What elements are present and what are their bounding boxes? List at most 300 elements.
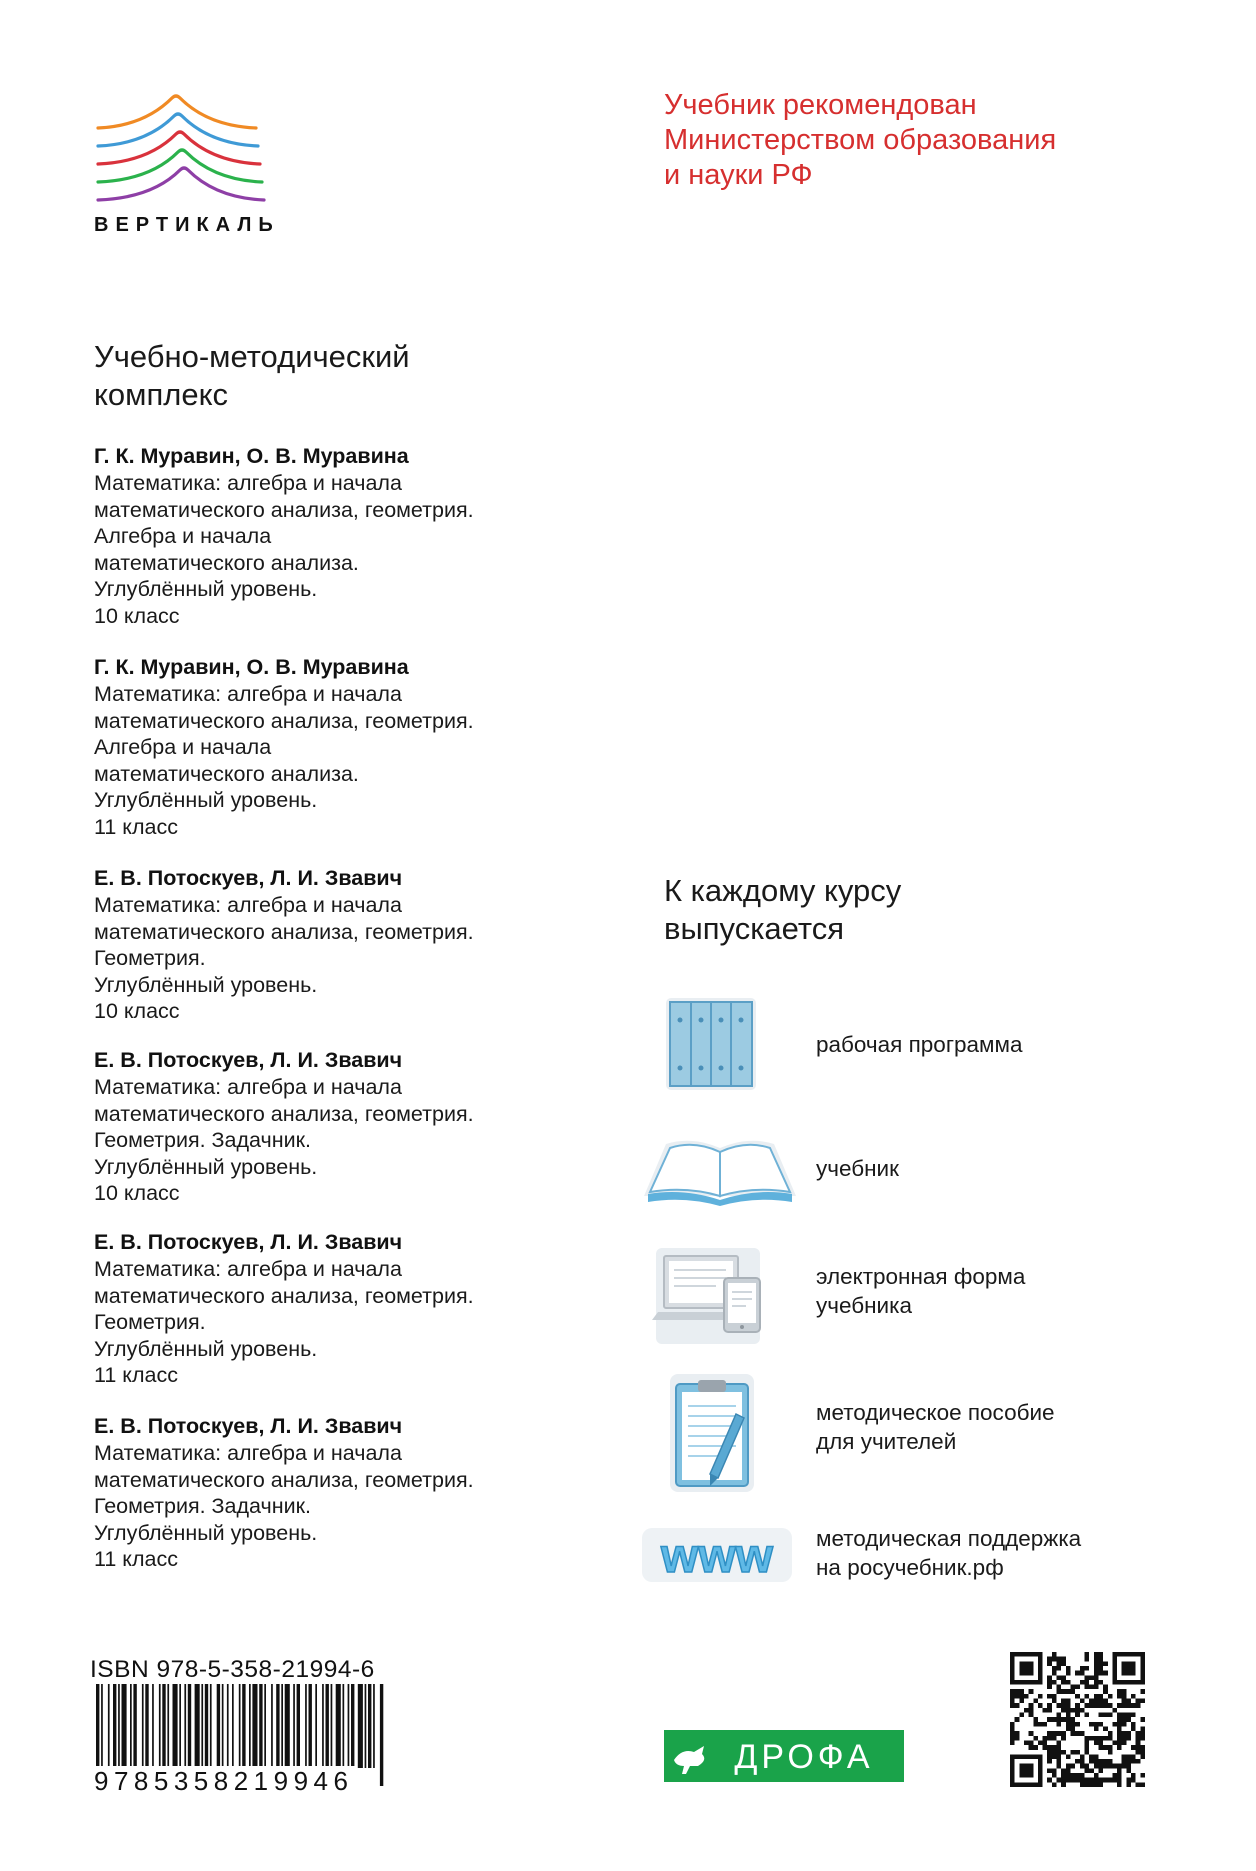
qr-module xyxy=(1019,1713,1024,1718)
qr-module xyxy=(1061,1768,1066,1773)
qr-module xyxy=(1075,1671,1080,1676)
qr-module xyxy=(1098,1764,1103,1769)
qr-module xyxy=(1112,1666,1117,1671)
qr-module xyxy=(1098,1722,1103,1727)
qr-module xyxy=(1066,1768,1071,1773)
resource-label-line: методическое пособие xyxy=(816,1400,1055,1425)
qr-module xyxy=(1052,1773,1057,1778)
qr-module xyxy=(1122,1740,1127,1745)
qr-module xyxy=(1094,1675,1099,1680)
qr-module xyxy=(1103,1745,1108,1750)
qr-module xyxy=(1029,1731,1034,1736)
qr-module xyxy=(1140,1689,1145,1694)
qr-module xyxy=(1117,1782,1122,1787)
qr-module xyxy=(1094,1782,1099,1787)
qr-module xyxy=(1131,1726,1136,1731)
qr-module xyxy=(1047,1708,1052,1713)
qr-module xyxy=(1029,1661,1034,1666)
qr-module xyxy=(1057,1722,1062,1727)
qr-module xyxy=(1112,1708,1117,1713)
qr-module xyxy=(1066,1666,1071,1671)
qr-module xyxy=(1122,1736,1127,1741)
qr-module xyxy=(1010,1768,1015,1773)
qr-module xyxy=(1010,1722,1015,1727)
qr-module xyxy=(1015,1736,1020,1741)
qr-module xyxy=(1131,1759,1136,1764)
qr-module xyxy=(1038,1764,1043,1769)
qr-module xyxy=(1029,1773,1034,1778)
barcode-bar xyxy=(259,1684,262,1768)
book-list xyxy=(94,442,614,1573)
book-line: математического анализа, геометрия. xyxy=(94,1101,474,1126)
barcode-bar xyxy=(242,1684,245,1768)
qr-module xyxy=(1010,1694,1015,1699)
qr-module xyxy=(1010,1754,1015,1759)
qr-module xyxy=(1131,1713,1136,1718)
book-line: математического анализа, геометрия. xyxy=(94,919,474,944)
qr-module xyxy=(1140,1736,1145,1741)
qr-module xyxy=(1103,1726,1108,1731)
qr-module xyxy=(1098,1680,1103,1685)
book-line: математического анализа. xyxy=(94,550,359,575)
qr-module xyxy=(1057,1740,1062,1745)
qr-module xyxy=(1126,1754,1131,1759)
umk-title-line: комплекс xyxy=(94,377,228,412)
qr-module xyxy=(1117,1726,1122,1731)
qr-module xyxy=(1015,1694,1020,1699)
qr-module xyxy=(1029,1764,1034,1769)
barcode-bar xyxy=(145,1684,148,1768)
qr-module xyxy=(1126,1768,1131,1773)
book-line: Математика: алгебра и начала xyxy=(94,893,402,917)
book-line: математического анализа. xyxy=(94,761,359,786)
open-book-icon xyxy=(640,1130,800,1210)
qr-module xyxy=(1122,1699,1127,1704)
qr-module xyxy=(1131,1778,1136,1783)
barcode-bar xyxy=(122,1684,127,1768)
qr-module xyxy=(1038,1666,1043,1671)
qr-module xyxy=(1038,1652,1043,1657)
book-line: Углублённый уровень. xyxy=(94,1154,318,1179)
qr-module xyxy=(1089,1778,1094,1783)
qr-module xyxy=(1084,1694,1089,1699)
qr-module xyxy=(1084,1764,1089,1769)
barcode-bar xyxy=(239,1684,241,1768)
qr-module xyxy=(1140,1671,1145,1676)
qr-module xyxy=(1084,1680,1089,1685)
qr-module xyxy=(1010,1671,1015,1676)
qr-module xyxy=(1117,1722,1122,1727)
qr-module xyxy=(1010,1731,1015,1736)
qr-module xyxy=(1029,1708,1034,1713)
qr-module xyxy=(1029,1745,1034,1750)
recommendation-line: Учебник рекомендован xyxy=(664,89,977,121)
qr-module xyxy=(1126,1736,1131,1741)
barcode-bar xyxy=(249,1684,251,1768)
qr-module xyxy=(1136,1740,1141,1745)
qr-module xyxy=(1098,1657,1103,1662)
book-line: 11 класс xyxy=(94,814,178,839)
qr-module xyxy=(1112,1671,1117,1676)
qr-module xyxy=(1094,1652,1099,1657)
qr-module xyxy=(1140,1680,1145,1685)
book-entry xyxy=(94,864,614,1046)
qr-module xyxy=(1038,1773,1043,1778)
qr-module xyxy=(1098,1768,1103,1773)
qr-module xyxy=(1075,1713,1080,1718)
qr-module xyxy=(1052,1680,1057,1685)
qr-module xyxy=(1024,1671,1029,1676)
book-line: Математика: алгебра и начала xyxy=(94,471,402,495)
qr-module xyxy=(1122,1694,1127,1699)
qr-module xyxy=(1103,1685,1108,1690)
barcode-bar xyxy=(348,1684,350,1768)
barcode-bar xyxy=(368,1684,371,1768)
resource-label-line: учебника xyxy=(816,1293,912,1318)
book-line: Геометрия. Задачник. xyxy=(94,1128,311,1152)
book-authors: Г. К. Муравин, О. В. Муравина xyxy=(94,444,409,468)
qr-module xyxy=(1033,1652,1038,1657)
qr-module xyxy=(1140,1652,1145,1657)
qr-module xyxy=(1089,1782,1094,1787)
qr-module xyxy=(1075,1731,1080,1736)
qr-module xyxy=(1117,1731,1122,1736)
book-line: Углублённый уровень. xyxy=(94,577,318,601)
qr-module xyxy=(1098,1703,1103,1708)
resource-label-line: для учителей xyxy=(816,1429,957,1454)
qr-module xyxy=(1131,1745,1136,1750)
qr-module xyxy=(1131,1652,1136,1657)
qr-module xyxy=(1136,1782,1141,1787)
qr-module xyxy=(1057,1657,1062,1662)
qr-module xyxy=(1103,1736,1108,1741)
qr-module xyxy=(1131,1694,1136,1699)
barcode-bar xyxy=(184,1684,186,1768)
qr-module xyxy=(1103,1703,1108,1708)
qr-module xyxy=(1089,1703,1094,1708)
qr-module xyxy=(1038,1703,1043,1708)
qr-module xyxy=(1043,1722,1048,1727)
qr-module xyxy=(1029,1713,1034,1718)
qr-module xyxy=(1066,1764,1071,1769)
qr-module xyxy=(1038,1657,1043,1662)
qr-module xyxy=(1015,1689,1020,1694)
barcode-bar xyxy=(167,1684,169,1768)
qr-module xyxy=(1015,1782,1020,1787)
qr-module xyxy=(1038,1782,1043,1787)
qr-module xyxy=(1084,1782,1089,1787)
qr-module xyxy=(1084,1703,1089,1708)
barcode-bar xyxy=(365,1684,367,1768)
qr-module xyxy=(1094,1680,1099,1685)
qr-module xyxy=(1057,1754,1062,1759)
qr-module xyxy=(1057,1713,1062,1718)
qr-module xyxy=(1089,1754,1094,1759)
qr-module xyxy=(1103,1699,1108,1704)
qr-module xyxy=(1080,1731,1085,1736)
qr-module xyxy=(1019,1661,1024,1666)
qr-module xyxy=(1010,1661,1015,1666)
qr-module xyxy=(1136,1750,1141,1755)
qr-module xyxy=(1080,1666,1085,1671)
barcode-bar xyxy=(201,1684,203,1768)
qr-module xyxy=(1047,1745,1052,1750)
qr-module xyxy=(1117,1689,1122,1694)
qr-module xyxy=(1122,1666,1127,1671)
barcode-bar xyxy=(252,1684,257,1768)
barcode-bar xyxy=(351,1684,354,1768)
qr-module xyxy=(1117,1713,1122,1718)
qr-module xyxy=(1098,1694,1103,1699)
qr-module xyxy=(1010,1778,1015,1783)
qr-module xyxy=(1052,1768,1057,1773)
qr-module xyxy=(1112,1722,1117,1727)
qr-module xyxy=(1075,1708,1080,1713)
qr-module xyxy=(1052,1750,1057,1755)
qr-module xyxy=(1024,1782,1029,1787)
qr-module xyxy=(1061,1773,1066,1778)
qr-module xyxy=(1080,1782,1085,1787)
qr-module xyxy=(1122,1671,1127,1676)
barcode-bar xyxy=(188,1684,191,1768)
qr-module xyxy=(1089,1759,1094,1764)
qr-module xyxy=(1080,1759,1085,1764)
qr-module xyxy=(1108,1750,1113,1755)
qr-module xyxy=(1094,1722,1099,1727)
book-line: Математика: алгебра и начала xyxy=(94,682,402,706)
qr-module xyxy=(1094,1671,1099,1676)
qr-module xyxy=(1019,1680,1024,1685)
qr-module xyxy=(1140,1726,1145,1731)
qr-module xyxy=(1015,1652,1020,1657)
qr-module xyxy=(1024,1754,1029,1759)
qr-module xyxy=(1024,1768,1029,1773)
qr-module xyxy=(1075,1703,1080,1708)
www-icon xyxy=(640,1520,800,1590)
barcode-bar xyxy=(217,1684,220,1768)
qr-module xyxy=(1089,1722,1094,1727)
qr-module xyxy=(1117,1652,1122,1657)
qr-module xyxy=(1131,1666,1136,1671)
barcode-bar xyxy=(118,1684,120,1768)
barcode-bar xyxy=(285,1684,290,1768)
recommendation-line: Министерством образования xyxy=(664,124,1057,156)
qr-module xyxy=(1075,1694,1080,1699)
qr-module xyxy=(1117,1773,1122,1778)
qr-module xyxy=(1071,1708,1076,1713)
qr-module xyxy=(1047,1750,1052,1755)
qr-module xyxy=(1098,1666,1103,1671)
qr-module xyxy=(1057,1685,1062,1690)
qr-module xyxy=(1066,1680,1071,1685)
qr-module xyxy=(1103,1671,1108,1676)
qr-module xyxy=(1061,1750,1066,1755)
qr-module xyxy=(1136,1699,1141,1704)
qr-module xyxy=(1047,1754,1052,1759)
qr-module xyxy=(1024,1694,1029,1699)
qr-module xyxy=(1108,1778,1113,1783)
qr-module xyxy=(1057,1703,1062,1708)
qr-module xyxy=(1098,1745,1103,1750)
qr-module xyxy=(1071,1773,1076,1778)
qr-module xyxy=(1061,1782,1066,1787)
qr-module xyxy=(1057,1764,1062,1769)
qr-module xyxy=(1122,1652,1127,1657)
barcode-bar xyxy=(336,1684,341,1768)
qr-module xyxy=(1098,1652,1103,1657)
qr-module xyxy=(1140,1782,1145,1787)
qr-module xyxy=(1094,1778,1099,1783)
qr-module xyxy=(1080,1680,1085,1685)
qr-module xyxy=(1061,1661,1066,1666)
qr-module xyxy=(1029,1703,1034,1708)
qr-module xyxy=(1010,1699,1015,1704)
qr-module xyxy=(1136,1736,1141,1741)
qr-module xyxy=(1094,1759,1099,1764)
qr-module xyxy=(1084,1675,1089,1680)
qr-module xyxy=(1057,1745,1062,1750)
qr-module xyxy=(1122,1689,1127,1694)
qr-module xyxy=(1052,1666,1057,1671)
qr-module xyxy=(1126,1782,1131,1787)
qr-module xyxy=(1066,1703,1071,1708)
qr-module xyxy=(1024,1708,1029,1713)
qr-module xyxy=(1140,1754,1145,1759)
qr-module xyxy=(1117,1717,1122,1722)
qr-module xyxy=(1140,1750,1145,1755)
qr-module xyxy=(1103,1713,1108,1718)
book-entry xyxy=(94,653,614,864)
qr-module xyxy=(1019,1764,1024,1769)
qr-module xyxy=(1038,1740,1043,1745)
qr-module xyxy=(1052,1782,1057,1787)
recommendation-text xyxy=(664,88,1184,193)
qr-module xyxy=(1126,1666,1131,1671)
resource-label xyxy=(816,1154,899,1183)
qr-module xyxy=(1043,1740,1048,1745)
qr-module xyxy=(1066,1722,1071,1727)
resource-label xyxy=(816,1524,1081,1582)
qr-module xyxy=(1122,1680,1127,1685)
qr-module xyxy=(1098,1736,1103,1741)
qr-module xyxy=(1122,1703,1127,1708)
qr-module xyxy=(1057,1759,1062,1764)
qr-module xyxy=(1117,1764,1122,1769)
qr-module xyxy=(1075,1759,1080,1764)
book-line: Математика: алгебра и начала xyxy=(94,1441,402,1465)
qr-module xyxy=(1089,1736,1094,1741)
resource-label-line: рабочая программа xyxy=(816,1032,1023,1057)
qr-module xyxy=(1052,1699,1057,1704)
qr-module xyxy=(1010,1726,1015,1731)
qr-module xyxy=(1075,1685,1080,1690)
book-entry xyxy=(94,1046,614,1228)
qr-module xyxy=(1108,1736,1113,1741)
qr-module xyxy=(1131,1773,1136,1778)
qr-module xyxy=(1126,1680,1131,1685)
book-entry xyxy=(94,1412,614,1573)
qr-module xyxy=(1057,1661,1062,1666)
qr-module xyxy=(1094,1666,1099,1671)
qr-module xyxy=(1038,1694,1043,1699)
book-line: Углублённый уровень. xyxy=(94,972,318,997)
qr-module xyxy=(1094,1764,1099,1769)
barcode-bar xyxy=(276,1684,279,1768)
qr-module xyxy=(1108,1703,1113,1708)
qr-module xyxy=(1084,1778,1089,1783)
qr-module xyxy=(1103,1661,1108,1666)
book-line: 10 класс xyxy=(94,603,180,628)
qr-module xyxy=(1094,1661,1099,1666)
qr-module xyxy=(1052,1736,1057,1741)
qr-module xyxy=(1080,1699,1085,1704)
qr-module xyxy=(1066,1689,1071,1694)
qr-module xyxy=(1015,1680,1020,1685)
book-authors: Е. В. Потоскуев, Л. И. Звавич xyxy=(94,1414,403,1438)
qr-module xyxy=(1131,1671,1136,1676)
qr-module xyxy=(1084,1750,1089,1755)
logo-arc-green xyxy=(98,150,262,182)
qr-module xyxy=(1043,1745,1048,1750)
qr-module xyxy=(1033,1717,1038,1722)
qr-module xyxy=(1131,1661,1136,1666)
qr-module xyxy=(1066,1754,1071,1759)
qr-module xyxy=(1038,1675,1043,1680)
qr-module xyxy=(1052,1754,1057,1759)
qr-module xyxy=(1033,1722,1038,1727)
book-authors: Е. В. Потоскуев, Л. И. Звавич xyxy=(94,1230,403,1254)
qr-module xyxy=(1112,1773,1117,1778)
barcode-bar xyxy=(271,1684,273,1768)
qr-module xyxy=(1140,1657,1145,1662)
isbn-label: ISBN 978-5-358-21994-6 xyxy=(90,1656,375,1683)
qr-module xyxy=(1033,1680,1038,1685)
qr-module xyxy=(1061,1699,1066,1704)
qr-module xyxy=(1080,1754,1085,1759)
qr-module xyxy=(1061,1708,1066,1713)
barcode-bar xyxy=(195,1684,200,1768)
qr-module xyxy=(1084,1685,1089,1690)
qr-module xyxy=(1122,1661,1127,1666)
qr-module xyxy=(1057,1750,1062,1755)
qr-module xyxy=(1094,1773,1099,1778)
qr-module xyxy=(1010,1680,1015,1685)
www-icon-text: www xyxy=(660,1530,774,1583)
qr-module xyxy=(1122,1759,1127,1764)
qr-module xyxy=(1057,1666,1062,1671)
qr-module xyxy=(1084,1657,1089,1662)
qr-module xyxy=(1010,1764,1015,1769)
qr-module xyxy=(1024,1764,1029,1769)
book-authors: Г. К. Муравин, О. В. Муравина xyxy=(94,655,409,679)
qr-module xyxy=(1071,1731,1076,1736)
qr-module xyxy=(1029,1782,1034,1787)
qr-module xyxy=(1061,1657,1066,1662)
course-title-line: К каждому курсу xyxy=(664,873,902,908)
clipboard-icon xyxy=(640,1370,770,1494)
resource-textbook xyxy=(640,1130,1200,1210)
qr-module xyxy=(1061,1689,1066,1694)
qr-module xyxy=(1010,1759,1015,1764)
barcode-bar xyxy=(326,1684,329,1768)
logo-arc-orange xyxy=(98,96,256,128)
barcode-bar xyxy=(152,1684,154,1768)
barcode-bar xyxy=(343,1684,345,1768)
book-line: Алгебра и начала xyxy=(94,524,272,548)
qr-module xyxy=(1080,1671,1085,1676)
resource-teacher-guide xyxy=(640,1370,1200,1494)
qr-module xyxy=(1112,1740,1117,1745)
